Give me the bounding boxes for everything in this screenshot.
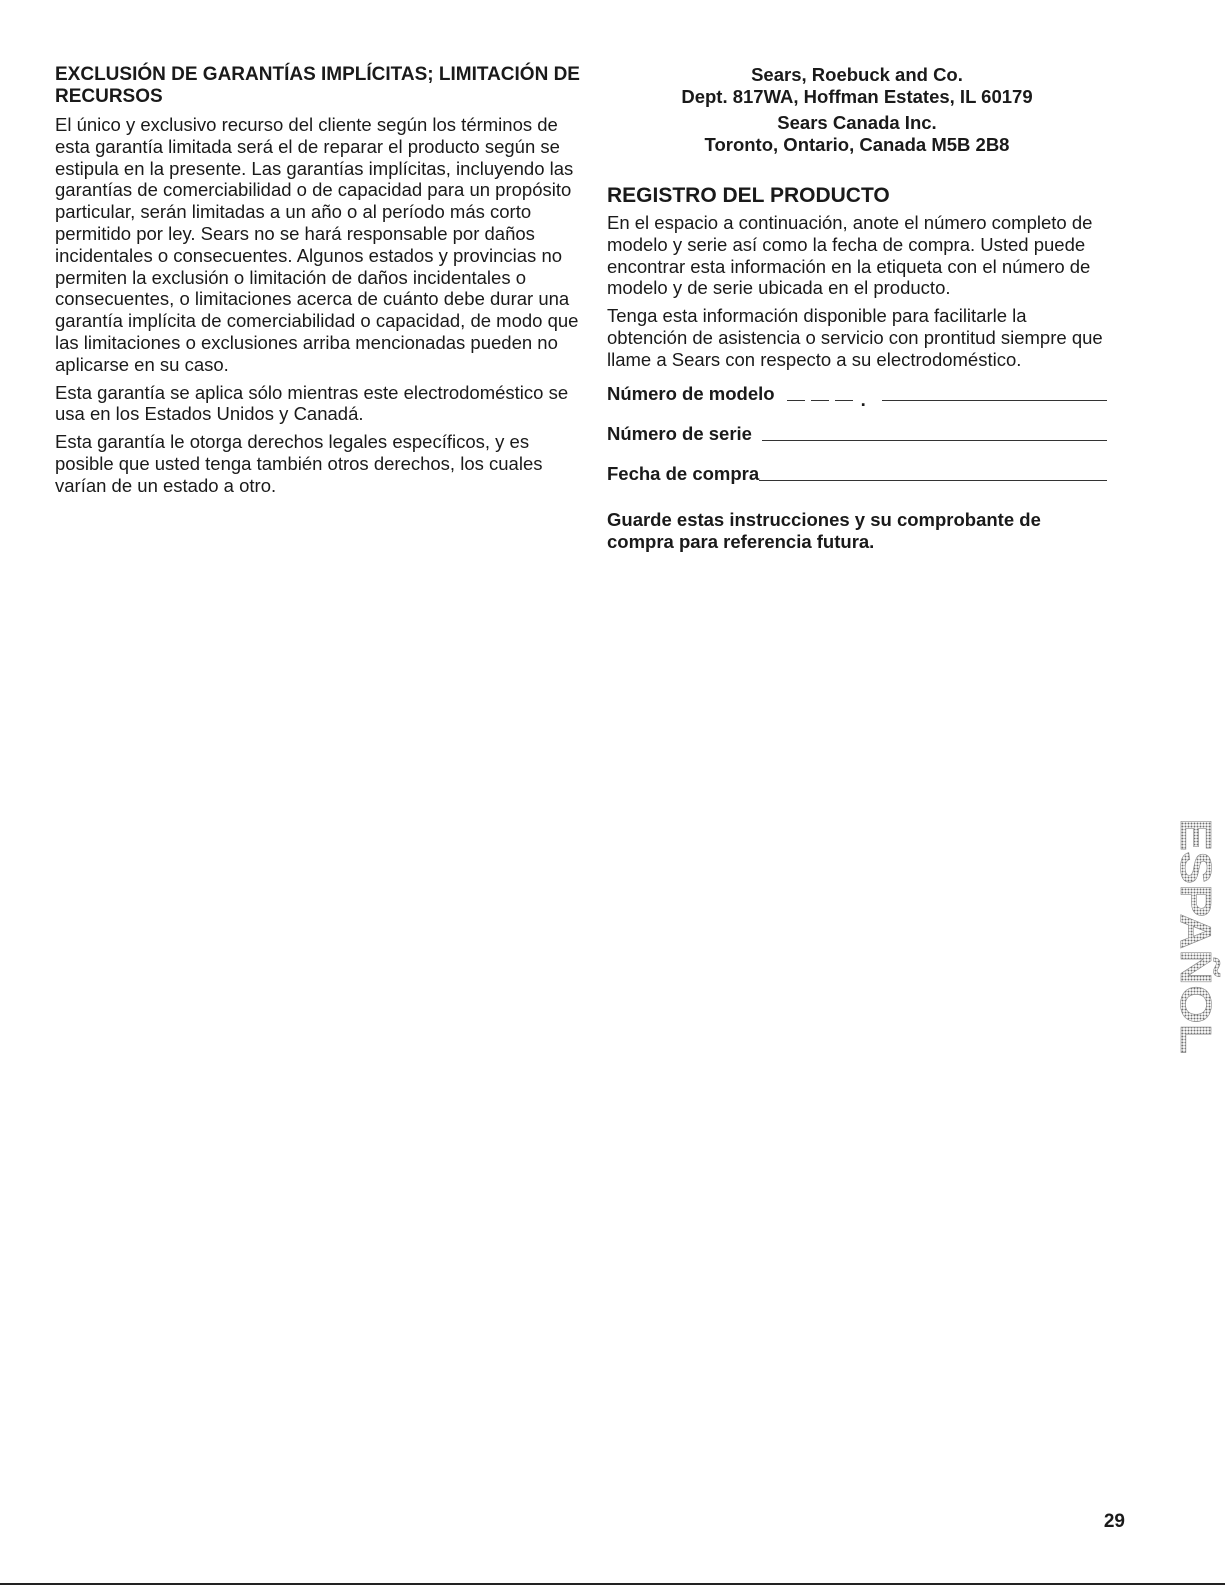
warranty-paragraph-scope: Esta garantía se aplica sólo mientras este electrodoméstico se usa en los Estados Unidos y Canadá. [55, 381, 569, 425]
model-prefix-blanks [787, 400, 859, 401]
serial-number-line [762, 440, 1107, 441]
purchase-date-label: Fecha de compra [607, 462, 760, 484]
purchase-date-line [759, 480, 1107, 481]
registration-paragraph-instructions: En el espacio a continuación, anote el número completo de modelo y serie así como la fecha de compra. Usted puede encontrar esta información en la etiqueta con el número de modelo y de serie ubicada en el producto. [607, 212, 1093, 299]
model-prefix-blank [835, 400, 853, 401]
model-prefix-blank [787, 400, 805, 401]
model-number-line [882, 400, 1107, 401]
sears-canada-city: Toronto, Ontario, Canada M5B 2B8 [704, 134, 1010, 155]
sears-us-address [607, 64, 1107, 108]
warranty-paragraph-remedy: El único y exclusivo recurso del cliente según los términos de esta garantía limitada será el de reparar el producto según se estipula en la presente. Las garantías implícitas, incluyendo las garantías de comerciabilidad o de capacidad para un propósito particular, serán limitadas a un año o al período más corto permitido por ley. Sears no se hará responsable por daños incidentales o consecuentes. Algunos estados y provincias no permiten la exclusión o limitación de daños incidentales o consecuentes, o limitaciones acerca de cuánto debe durar una garantía implícita de comerciabilidad o capacidad, de modo que las limitaciones o exclusiones arriba mencionadas pueden no aplicarse en su caso. [55, 114, 579, 375]
left-column [55, 64, 585, 503]
sears-canada-name: Sears Canada Inc. [777, 112, 937, 133]
keep-instructions-note: Guarde estas instrucciones y su comprobante de compra para referencia futura. [607, 508, 1041, 552]
sears-canada-address [607, 112, 1107, 156]
registration-paragraph-service: Tenga esta información disponible para facilitarle la obtención de asistencia o servicio con prontitud siempre que llame a Sears con respecto a su electrodoméstico. [607, 305, 1103, 370]
model-prefix-blank [811, 400, 829, 401]
serial-number-field [607, 421, 1107, 445]
model-number-label: Número de modelo [607, 382, 775, 404]
purchase-date-field [607, 461, 1107, 485]
sears-us-name: Sears, Roebuck and Co. [751, 64, 963, 85]
page-number: 29 [1103, 1511, 1125, 1532]
sears-us-dept: Dept. 817WA, Hoffman Estates, IL 60179 [681, 86, 1033, 107]
serial-number-label: Número de serie [607, 422, 752, 444]
language-side-tab [1142, 816, 1220, 1056]
model-separator-dot: . [860, 388, 866, 410]
product-registration-heading: REGISTRO DEL PRODUCTO [607, 184, 890, 207]
warranty-paragraph-rights: Esta garantía le otorga derechos legales específicos, y es posible que usted tenga también otros derechos, los cuales varían de un estado a otro. [55, 431, 543, 496]
right-column [607, 64, 1107, 553]
language-tab-graphic [1142, 816, 1220, 1056]
language-tab-label: ESPAÑOL [1171, 818, 1220, 1028]
model-number-field [607, 381, 1107, 410]
warranty-exclusion-heading: EXCLUSIÓN DE GARANTÍAS IMPLÍCITAS; LIMITACIÓN DE RECURSOS [55, 64, 580, 107]
